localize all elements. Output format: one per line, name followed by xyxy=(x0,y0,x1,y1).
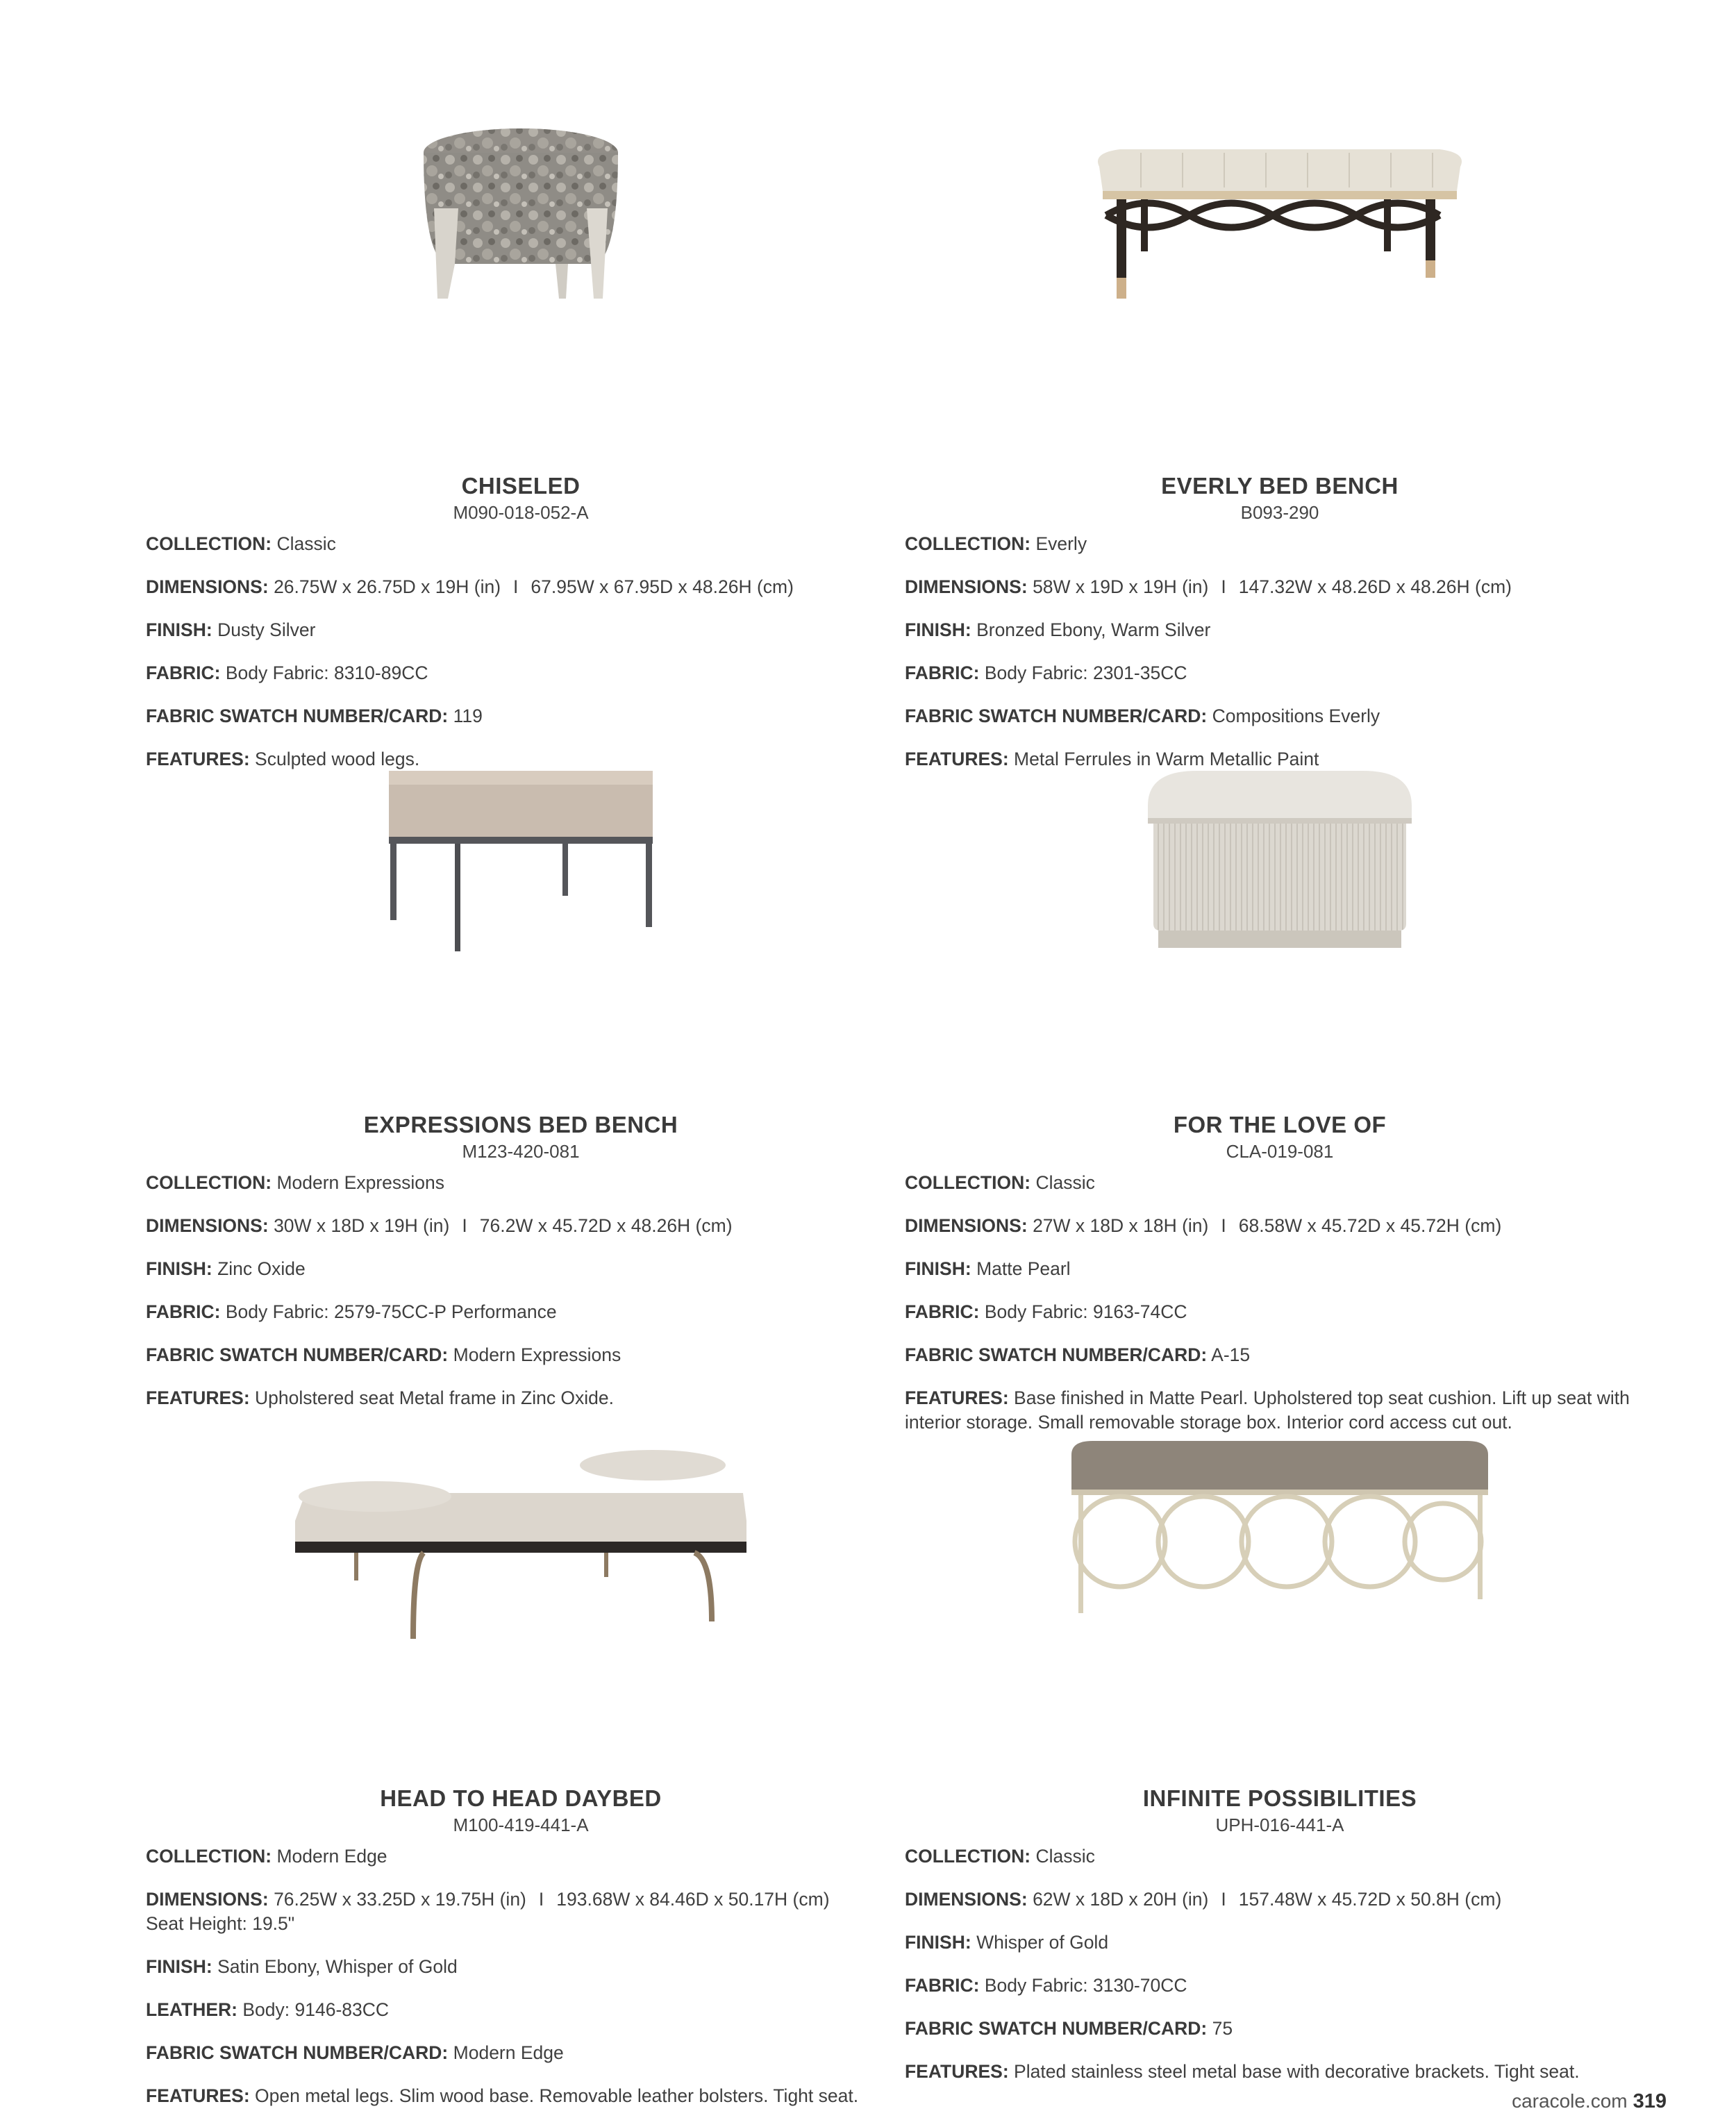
product-sku: M090-018-052-A xyxy=(453,502,589,523)
ring-base-bench-image xyxy=(905,1437,1655,1653)
spec-fabric: FABRIC: Body Fabric: 2301-35CC xyxy=(905,662,1187,683)
round-ottoman-image xyxy=(146,125,896,340)
product-card-expressions-bed-bench xyxy=(146,764,896,1429)
spec-collection: COLLECTION: Everly xyxy=(905,533,1087,554)
spec-finish: FINISH: Bronzed Ebony, Warm Silver xyxy=(905,619,1211,640)
website-link[interactable]: caracole.com xyxy=(1512,2090,1628,2112)
spec-features: FEATURES: Metal Ferrules in Warm Metallic Paint xyxy=(905,749,1319,769)
product-name: HEAD TO HEAD DAYBED xyxy=(380,1785,662,1811)
spec-dimensions: DIMENSIONS: 30W x 18D x 19H (in) I 76.2W x 45.72D x 48.26H (cm) xyxy=(146,1215,733,1236)
product-sku: M123-420-081 xyxy=(462,1141,580,1162)
product-name: FOR THE LOVE OF xyxy=(1173,1112,1387,1137)
product-sku: B093-290 xyxy=(1240,502,1319,523)
storage-ottoman-image xyxy=(905,764,1655,979)
spec-features: FEATURES: Open metal legs. Slim wood base. Removable leather bolsters. Tight seat. xyxy=(146,2085,859,2106)
product-card-everly-bed-bench xyxy=(905,125,1655,790)
spec-collection: COLLECTION: Modern Edge xyxy=(146,1846,387,1867)
spec-finish: FINISH: Matte Pearl xyxy=(905,1258,1071,1279)
spec-dimensions: DIMENSIONS: 27W x 18D x 18H (in) I 68.58W x 45.72D x 45.72H (cm) xyxy=(905,1215,1502,1236)
spec-features: FEATURES: Sculpted wood legs. xyxy=(146,749,420,769)
metal-frame-bench-image xyxy=(146,764,896,979)
spec-features: FEATURES: Upholstered seat Metal frame in Zinc Oxide. xyxy=(146,1387,615,1408)
spec-collection: COLLECTION: Classic xyxy=(146,533,336,554)
product-sku: M100-419-441-A xyxy=(453,1815,589,1835)
product-card-for-the-love-of xyxy=(905,764,1655,1453)
tufted-bench-image xyxy=(905,125,1655,340)
spec-swatch: FABRIC SWATCH NUMBER/CARD: Compositions Everly xyxy=(905,706,1380,726)
daybed-image xyxy=(146,1437,896,1653)
page-number: 319 xyxy=(1633,2090,1667,2112)
product-card-head-to-head-daybed xyxy=(146,1437,896,2127)
spec-fabric: FABRIC: Body Fabric: 9163-74CC xyxy=(905,1301,1187,1322)
page-footer xyxy=(1512,2090,1667,2113)
spec-swatch: FABRIC SWATCH NUMBER/CARD: Modern Expressions xyxy=(146,1344,621,1365)
spec-finish: FINISH: Dusty Silver xyxy=(146,619,316,640)
product-card-infinite-possibilities xyxy=(905,1437,1655,2103)
spec-finish: FINISH: Satin Ebony, Whisper of Gold xyxy=(146,1956,458,1977)
product-sku: CLA-019-081 xyxy=(1226,1141,1334,1162)
spec-fabric: FABRIC: Body Fabric: 8310-89CC xyxy=(146,662,428,683)
spec-dimensions: DIMENSIONS: 26.75W x 26.75D x 19H (in) I 67.95W x 67.95D x 48.26H (cm) xyxy=(146,576,794,597)
spec-fabric: FABRIC: Body Fabric: 3130-70CC xyxy=(905,1975,1187,1996)
product-name: EVERLY BED BENCH xyxy=(1161,473,1399,499)
spec-swatch: FABRIC SWATCH NUMBER/CARD: 119 xyxy=(146,706,483,726)
spec-collection: COLLECTION: Classic xyxy=(905,1172,1095,1193)
spec-swatch: FABRIC SWATCH NUMBER/CARD: 75 xyxy=(905,2018,1233,2039)
spec-finish: FINISH: Whisper of Gold xyxy=(905,1932,1109,1953)
spec-collection: COLLECTION: Classic xyxy=(905,1846,1095,1867)
product-name: INFINITE POSSIBILITIES xyxy=(1142,1785,1417,1811)
product-name: EXPRESSIONS BED BENCH xyxy=(363,1112,678,1137)
product-sku: UPH-016-441-A xyxy=(1215,1815,1344,1835)
product-name: CHISELED xyxy=(461,473,581,499)
spec-dimensions: DIMENSIONS: 62W x 18D x 20H (in) I 157.48W x 45.72D x 50.8H (cm) xyxy=(905,1889,1502,1910)
spec-features: FEATURES: Plated stainless steel metal base with decorative brackets. Tight seat. xyxy=(905,2061,1580,2082)
spec-finish: FINISH: Zinc Oxide xyxy=(146,1258,306,1279)
spec-swatch: FABRIC SWATCH NUMBER/CARD: A-15 xyxy=(905,1344,1251,1365)
spec-features: FEATURES: Base finished in Matte Pearl. Upholstered top seat cushion. Lift up seat with interior storage. Small removable storage box. Interior cord access cut out. xyxy=(905,1387,1630,1433)
spec-swatch: FABRIC SWATCH NUMBER/CARD: Modern Edge xyxy=(146,2042,564,2063)
spec-dimensions: DIMENSIONS: 76.25W x 33.25D x 19.75H (in) I 193.68W x 84.46D x 50.17H (cm) Seat Height: 19.5" xyxy=(146,1889,830,1934)
spec-fabric: FABRIC: Body Fabric: 2579-75CC-P Performance xyxy=(146,1301,557,1322)
spec-leather: LEATHER: Body: 9146-83CC xyxy=(146,1999,390,2020)
spec-dimensions: DIMENSIONS: 58W x 19D x 19H (in) I 147.32W x 48.26D x 48.26H (cm) xyxy=(905,576,1512,597)
spec-collection: COLLECTION: Modern Expressions xyxy=(146,1172,444,1193)
product-card-chiseled xyxy=(146,125,896,790)
